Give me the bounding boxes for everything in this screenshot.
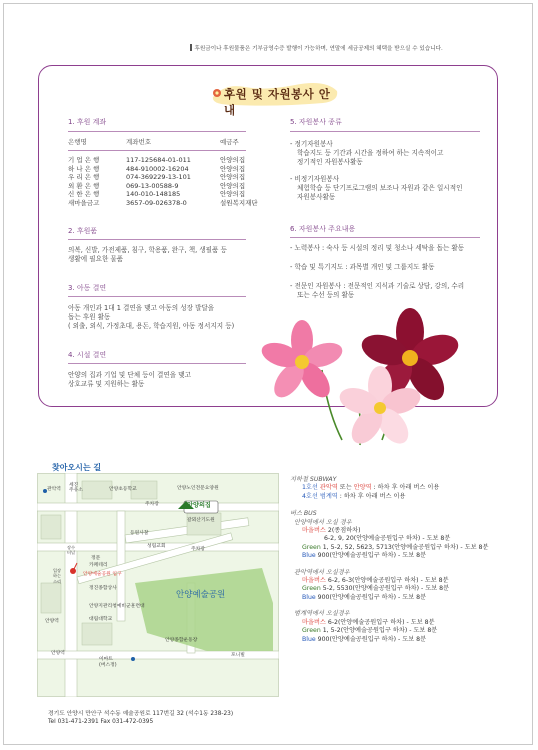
col-bank: 은행명 — [68, 138, 87, 146]
bank-row — [68, 156, 270, 165]
section-4-line — [68, 363, 246, 364]
g2-maeul-val: 6-2, 6-3(안양예술공원입구 하차) - 도보 8분 — [325, 577, 449, 585]
panel-title — [210, 82, 340, 117]
map-label-university: 대림대학교 — [89, 617, 113, 622]
s5-a-line1: 학습지도 등 기간과 시간을 정하여 하는 지속적이고 — [297, 149, 444, 157]
from-gwanak-title: 관악역에서 오실경우 — [294, 568, 350, 576]
section-2-line — [68, 239, 246, 240]
section-4-line2: 상호교류 및 지원하는 활동 — [68, 380, 145, 388]
col-account: 계좌번호 — [126, 138, 152, 146]
map-label-parking2: 주차장 — [191, 547, 205, 552]
section-4-body — [68, 371, 191, 389]
bank-account-cell: 069-13-00588-9 — [126, 181, 179, 190]
bank-bank-cell: 외 환 은 행 — [68, 181, 100, 190]
bank-row — [68, 165, 270, 174]
subway-anyang: 안양역 — [353, 484, 372, 492]
bank-account-cell: 484-910002-16204 — [126, 164, 189, 173]
bank-account-cell: 117-125684-01-011 — [126, 156, 191, 164]
section-5-title: 5. 자원봉사 종류 — [290, 118, 342, 126]
map-label-home: 안양의집 — [187, 502, 211, 509]
section-2-line1: 의복, 신발, 가전제품, 침구, 학용품, 완구, 책, 생필품 등 — [68, 246, 227, 254]
address-block — [48, 710, 233, 726]
map-label-sejin: 세진 주유소 — [69, 483, 83, 494]
section-3 — [68, 284, 106, 293]
section-2-title: 2. 후원품 — [68, 227, 98, 235]
s5-b-title: - 비정기자원봉사 — [290, 175, 340, 183]
s6-item2: - 학습 및 특기지도 : 과목별 개인 및 그룹지도 활동 — [290, 263, 435, 271]
section-3-line3: ( 외출, 외식, 가정초대, 용돈, 학습지원, 아동 정서지지 등) — [68, 322, 235, 330]
section-3-title: 3. 아동 결연 — [68, 284, 107, 292]
section-4-title: 4. 시설 결연 — [68, 351, 107, 359]
section-2-line2: 생활에 필요한 물품 — [68, 255, 124, 263]
bank-account-cell: 3657-09-026378-0 — [126, 198, 187, 207]
section-2 — [68, 227, 97, 236]
map-label-gwanak: 관악역 — [47, 487, 61, 492]
bank-table-wrap — [68, 138, 270, 149]
top-note-text: 후원금이나 후원물품은 기부금영수증 발행이 가능하며, 연말에 세금공제의 혜택을 받으실 수 있습니다. — [194, 46, 443, 52]
s5-b-line2: 자원봉사활동 — [297, 193, 336, 201]
bank-holder-cell: 안양의집 — [220, 181, 246, 190]
map-label-ingang: 입장 하는 스리 — [53, 568, 62, 584]
bank-rows-table — [68, 156, 270, 208]
section-3-line — [68, 296, 246, 297]
subway-4-line: 4호선 범계역 — [302, 492, 338, 500]
address-text: 경기도 안양시 만안구 석수동 예술공원로 117번길 32 (석수1동 238-23) — [48, 711, 234, 717]
section-4-line1: 안양의 집과 기업 및 단체 등이 결연을 맺고 — [68, 371, 191, 379]
bank-holder-cell: 안양의집 — [220, 164, 246, 173]
bank-row — [68, 190, 270, 199]
s6-item3-line1: - 전문인 자원봉사 : 전문적인 지식과 기술로 상담, 강의, 수리 — [290, 282, 465, 290]
section-6-title: 6. 자원봉사 주요내용 — [290, 225, 356, 233]
bank-bank-cell: 하 나 은 행 — [68, 164, 100, 173]
bank-bank-cell: 기 업 은 행 — [68, 156, 100, 164]
section-6-line — [290, 237, 480, 238]
col-holder: 예금주 — [220, 138, 239, 146]
g1-blue: Blue — [302, 552, 316, 560]
map-label-station-left: 안양역 — [45, 619, 59, 624]
map-label-busstop: (버스정) — [99, 663, 117, 668]
g2-maeul: 마을버스 — [302, 577, 326, 585]
subway-1-line: 1호선 — [302, 484, 320, 492]
section-6 — [290, 225, 355, 234]
subway-4-note: : 하차 후 아래 버스 이용 — [337, 492, 406, 500]
bank-holder-cell: 안양의집 — [220, 190, 246, 199]
section-1-line — [68, 131, 246, 132]
g1-maeul-val: 2(종점하차) — [325, 527, 361, 535]
section-3-body — [68, 304, 234, 331]
tel-fax-text: Tel 031-471-2391 Fax 031-472-0395 — [48, 719, 154, 725]
g1-green-val: 1, 5-2, 52, 5623, 5713(안양예술공원입구 하차) - 도보 8분 — [320, 543, 489, 551]
map-label-stadium: 안양종합운동장 — [165, 638, 198, 643]
map-label-tunnel: 장수 터널 — [67, 545, 76, 556]
bank-header-line — [68, 150, 246, 151]
g1-maeul-line2: 6-2, 9, 20(안양예술공원입구 하차) - 도보 8분 — [324, 535, 451, 543]
bank-holder-cell: 설원복지재단 — [220, 198, 258, 207]
section-1-title: 1. 후원 계좌 — [68, 118, 107, 126]
g1-maeul: 마을버스 — [302, 527, 326, 535]
g3-green: Green — [302, 627, 321, 635]
bank-bank-cell: 우 리 은 행 — [68, 173, 100, 182]
g2-blue-val: 900(안양예술공원입구 하차) - 도보 8분 — [315, 593, 427, 601]
g2-green-val: 5-2, 5530(안양예술공원입구 하차) - 도보 8분 — [320, 585, 450, 593]
map-label-main-gate: 정문 — [91, 556, 101, 561]
subway-line1 — [290, 484, 488, 492]
map-label-pony: 포니빌 — [231, 653, 245, 658]
g3-blue-val: 900(안양예술공원입구 하차) - 도보 8분 — [315, 635, 427, 643]
g1-blue-val: 900(안양예술공원입구 하차) - 도보 8분 — [315, 552, 427, 560]
section-5-body — [290, 140, 462, 202]
panel-title-text: 후원 및 자원봉사 안내 — [224, 87, 331, 117]
map-label-prayer-house: 갈뫼산기도원 — [187, 518, 215, 523]
bank-holder-cell: 안양의집 — [220, 156, 246, 164]
s5-a-title: - 정기자원봉사 — [290, 140, 333, 148]
top-note — [190, 44, 530, 52]
section-3-line2: 돕는 후원 활동 — [68, 313, 111, 321]
section-1 — [68, 118, 106, 127]
s5-b-line1: 체험학습 등 단기프로그램의 보조나 자원과 같은 일시적인 — [297, 184, 463, 192]
map-label-nursing-home: 안양노인전문요양원 — [177, 486, 219, 491]
section-4 — [68, 351, 106, 360]
s6-item3-line2: 또는 수선 등의 활동 — [297, 291, 355, 299]
map-label-church: 성림교회 — [147, 544, 166, 549]
g2-blue: Blue — [302, 593, 316, 601]
bank-table — [68, 138, 270, 149]
bank-bank-cell: 새마을금고 — [68, 198, 100, 207]
section-5-line — [290, 131, 480, 132]
s5-a-line2: 정기적인 자원봉사활동 — [297, 158, 363, 166]
s6-item1: - 노력봉사 : 숙사 등 시설의 정리 및 청소나 세탁을 돕는 활동 — [290, 244, 465, 252]
bus-label: 버스 BUS — [290, 510, 317, 518]
bank-rows — [68, 156, 270, 208]
section-5 — [290, 118, 342, 127]
g3-maeul-val: 6-2(안양예술공원입구 하차) - 도보 8분 — [325, 618, 435, 626]
bank-holder-cell: 안양의집 — [220, 173, 246, 182]
from-beomgye-title: 범계역에서 오실경우 — [294, 610, 350, 618]
subway-gwanak: 관악역 — [319, 484, 338, 492]
section-2-body — [68, 246, 227, 264]
map-label-cafe: 카페테리 — [89, 563, 108, 568]
map-label-temple1: 등원사찰 — [130, 531, 149, 536]
bank-row — [68, 173, 270, 182]
map-label-parking1: 주차장 — [145, 502, 159, 507]
map-label-store: 정진종합상사 — [89, 586, 117, 591]
cosmos-flowers-illustration — [232, 300, 492, 450]
g2-green: Green — [302, 585, 321, 593]
subway-label: 지하철 SUBWAY — [290, 476, 337, 483]
subway-1-note: : 하차 후 아래 버스 이용 — [371, 484, 440, 492]
map-label-anyang-station: 안양역 — [51, 651, 65, 656]
g1-green: Green — [302, 543, 321, 551]
section-3-line1: 아동 개인과 1대 1 결연을 맺고 아동의 성장 발달을 — [68, 304, 215, 312]
map-label-training: 안양지관리청예비군훈련대 — [89, 604, 145, 609]
bank-account-cell: 074-369229-13-101 — [126, 173, 191, 182]
bank-row — [68, 199, 270, 208]
map-label-art-park: 안양예술공원 — [176, 590, 226, 600]
subway-line2 — [290, 493, 488, 501]
g3-green-val: 1, 5-2(안양예술공원입구 하차) - 도보 8분 — [320, 627, 438, 635]
map-label-art-entrance: 안양예술공원 입구 — [83, 572, 122, 577]
subway-or: 또는 — [337, 484, 354, 492]
g3-maeul: 마을버스 — [302, 618, 326, 626]
map-label-anyang-elem: 안양초등학교 — [109, 487, 137, 492]
map-labels — [37, 473, 279, 697]
map-title: 찾아오시는 길 — [52, 463, 102, 472]
from-anyang-title: 안양역에서 오실 경우 — [294, 518, 352, 526]
g3-blue: Blue — [302, 635, 316, 643]
bank-bank-cell: 신 한 은 행 — [68, 190, 100, 199]
bank-table-header — [68, 138, 270, 149]
bank-account-cell: 140-010-148185 — [126, 190, 181, 199]
map-label-emart: 이마트 — [99, 657, 113, 662]
directions — [290, 476, 488, 644]
section-6-body — [290, 244, 464, 300]
